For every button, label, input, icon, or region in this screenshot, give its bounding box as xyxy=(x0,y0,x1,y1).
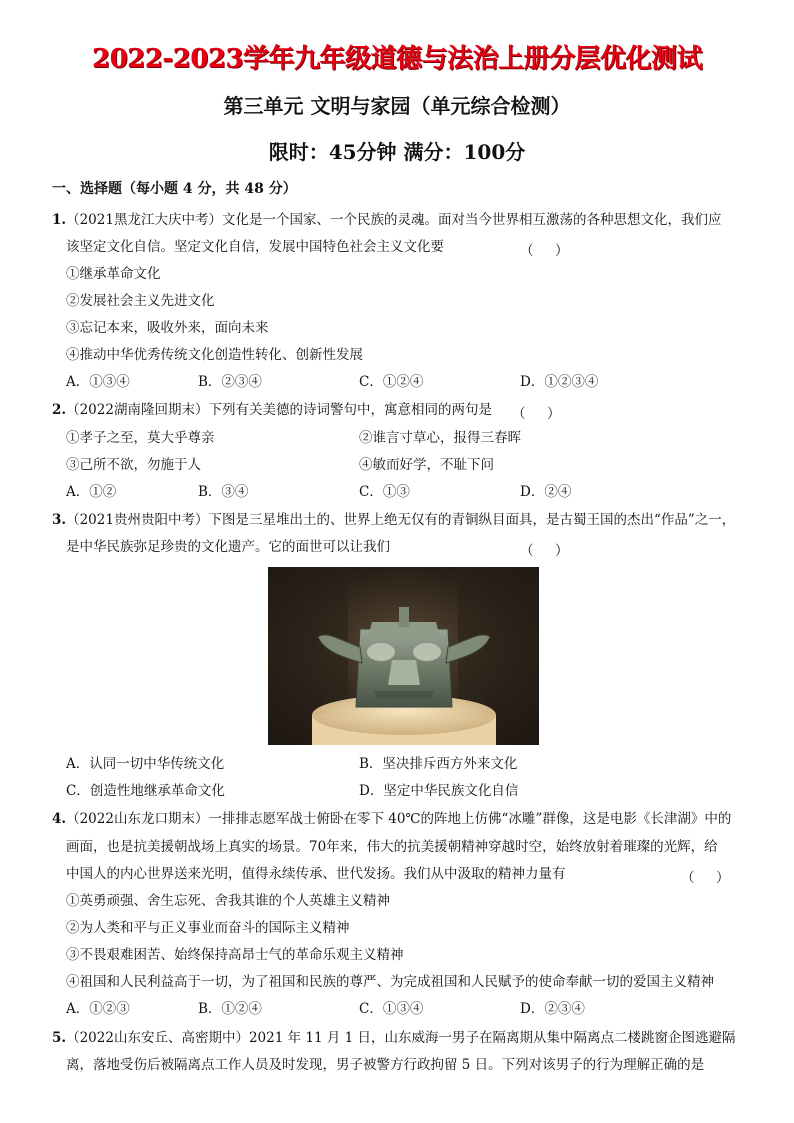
question-3-option-b: B．坚决排斥西方外来文化 xyxy=(359,756,518,772)
question-4-answer-paren: （ ） xyxy=(681,870,730,886)
question-1-item-4: ④推动中华优秀传统文化创造性转化、创新性发展 xyxy=(66,347,363,363)
question-5-number: 5. xyxy=(52,1030,67,1046)
question-4-line-1 xyxy=(52,809,731,829)
question-1-option-c: C．①②④ xyxy=(359,374,424,390)
question-2-option-a: A．①② xyxy=(66,484,117,500)
question-3-option-a: A．认同一切中华传统文化 xyxy=(66,756,225,772)
question-3-line-2: 是中华民族弥足珍贵的文化遗产。它的面世可以让我们 xyxy=(66,539,390,555)
question-1-option-a: A．①③④ xyxy=(66,374,130,390)
section-heading: 一、选择题（每小题 4 分，共 48 分） xyxy=(52,181,297,197)
question-2-number: 2. xyxy=(52,402,67,418)
question-3-option-c: C．创造性地继承革命文化 xyxy=(66,783,225,799)
question-1-answer-paren: （ ） xyxy=(520,243,569,259)
question-2-option-b: B．③④ xyxy=(198,484,249,500)
question-4-item-2: ②为人类和平与正义事业而奋斗的国际主义精神 xyxy=(66,920,350,936)
question-5-line-1 xyxy=(52,1028,736,1048)
question-1-option-b: B．②③④ xyxy=(198,374,262,390)
question-5-line-2: 离，落地受伤后被隔离点工作人员及时发现，男子被警方行政拘留 5 日。下列对该男子的行为理解正确的是 xyxy=(66,1057,705,1073)
question-2-answer-paren: （ ） xyxy=(512,406,561,422)
question-4-item-4: ④祖国和人民利益高于一切，为了祖国和民族的尊严、为完成祖国和人民赋予的使命奉献一切的爱国主义精神 xyxy=(66,974,714,990)
question-2-item-3: ③己所不欲，勿施于人 xyxy=(66,457,201,473)
question-3-text: （2021贵州贵阳中考）下图是三星堆出土的、世界上绝无仅有的青铜纵目面具，是古蜀王国的杰出“作品”之一， xyxy=(66,512,736,528)
question-4-line-2: 画面，也是抗美援朝战场上真实的场景。70年来，伟大的抗美援朝精神穿越时空，始终放射着璀璨的光辉，给 xyxy=(66,839,718,855)
question-4-text: （2022山东龙口期末）一排排志愿军战士俯卧在零下 40℃的阵地上仿佛“冰雕”群像，这是电影《长津湖》中的 xyxy=(66,811,732,827)
question-1-item-3: ③忘记本来，吸收外来，面向未来 xyxy=(66,320,269,336)
question-1-item-2: ②发展社会主义先进文化 xyxy=(66,293,215,309)
question-2-option-d: D．②④ xyxy=(520,484,572,500)
question-1-item-1: ①继承革命文化 xyxy=(66,266,161,282)
question-2-line-1 xyxy=(52,400,492,420)
exam-main-title: 2022-2023学年九年级道德与法治上册分层优化测试 xyxy=(91,44,703,74)
question-2-option-c: C．①③ xyxy=(359,484,410,500)
question-1-text: （2021黑龙江大庆中考）文化是一个国家、一个民族的灵魂。面对当今世界相互激荡的各种思想文化，我们应 xyxy=(66,212,722,228)
question-3-answer-paren: （ ） xyxy=(520,543,569,559)
question-4-line-3: 中国人的内心世界送来光明，值得永续传承、世代发扬。我们从中汲取的精神力量有 xyxy=(66,866,566,882)
question-5-text: （2022山东安丘、高密期中）2021 年 11 月 1 日，山东威海一男子在隔离期从集中隔离点二楼跳窗企图逃避隔 xyxy=(66,1030,736,1046)
question-1-number: 1. xyxy=(52,212,67,228)
bronze-mask-photo xyxy=(268,567,539,745)
question-2-item-1: ①孝子之至，莫大乎尊亲 xyxy=(66,430,215,446)
time-and-score: 限时：45分钟 满分：100分 xyxy=(268,140,526,164)
question-3-option-d: D．坚定中华民族文化自信 xyxy=(359,783,519,799)
question-3-number: 3. xyxy=(52,512,67,528)
question-2-item-4: ④敏而好学，不耻下问 xyxy=(359,457,494,473)
question-2-text: （2022湖南隆回期末）下列有关美德的诗词警句中，寓意相同的两句是 xyxy=(66,402,492,418)
question-1-line-2: 该坚定文化自信。坚定文化自信，发展中国特色社会主义文化要 xyxy=(66,239,444,255)
question-4-option-d: D．②③④ xyxy=(520,1001,585,1017)
question-4-number: 4. xyxy=(52,811,67,827)
question-4-item-3: ③不畏艰难困苦、始终保持高昂士气的革命乐观主义精神 xyxy=(66,947,404,963)
question-3-line-1 xyxy=(52,510,735,530)
question-4-option-c: C．①③④ xyxy=(359,1001,424,1017)
question-1-option-d: D．①②③④ xyxy=(520,374,599,390)
unit-subtitle: 第三单元 文明与家园（单元综合检测） xyxy=(223,94,571,118)
question-4-option-b: B．①②④ xyxy=(198,1001,262,1017)
question-4-option-a: A．①②③ xyxy=(66,1001,130,1017)
question-2-item-2: ②谁言寸草心，报得三春晖 xyxy=(359,430,521,446)
question-1-line-1 xyxy=(52,210,721,230)
question-4-item-1: ①英勇顽强、舍生忘死、舍我其谁的个人英雄主义精神 xyxy=(66,893,390,909)
